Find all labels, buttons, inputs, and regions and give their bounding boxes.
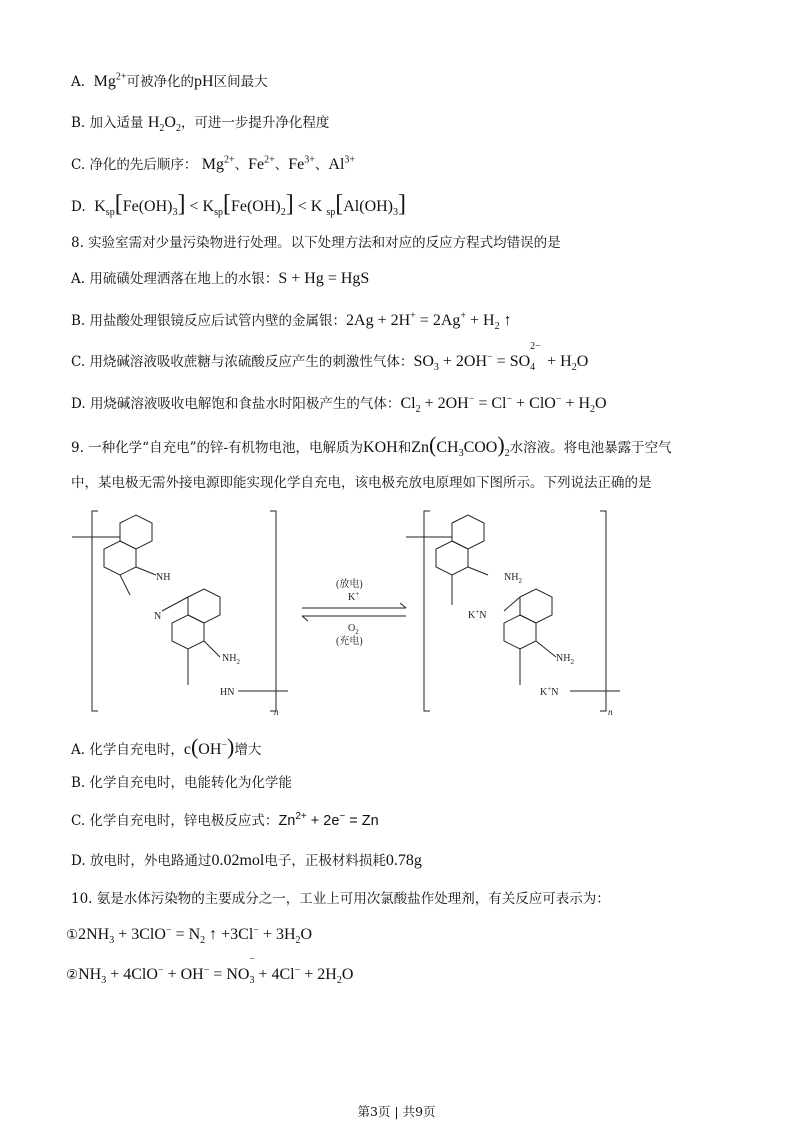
svg-text:(放电): (放电)	[336, 579, 363, 590]
q8-option-b: B. 用盐酸处理银镜反应后试管内壁的金属银：$2Ag + 2H^+ = 2Ag^+ + H_2$ ↑	[71, 310, 512, 333]
q7-option-c: C. 净化的先后顺序： $Mg^{2+}$、$Fe^{2+}$、$Fe^{3+}$、$Al^{3+}$	[71, 154, 356, 173]
svg-text:n: n	[608, 707, 613, 717]
svg-text:(充电): (充电)	[336, 636, 363, 647]
q9-option-a: A. 化学自充电时，c(OH−)增大	[71, 734, 262, 759]
q10-stem: 10. 氨是水体污染物的主要成分之一，工业上可用次氯酸盐作处理剂，有关反应可表示为：	[71, 891, 610, 907]
svg-text:n: n	[274, 707, 279, 717]
q9-option-b: B. 化学自充电时，电能转化为化学能	[71, 775, 293, 791]
q10-reaction-1: $①2NH_3 + 3ClO^- = N_2$ ↑ $+3Cl^- + 3H_2O$	[66, 924, 313, 947]
svg-text:K+N: K+N	[540, 685, 559, 698]
svg-text:K+: K+	[348, 590, 360, 603]
q8-stem: 8. 实验室需对少量污染物进行处理。以下处理方法和对应的反应方程式均错误的是	[71, 235, 561, 251]
q9-stem-line1: 9. 一种化学“自充电”的锌-有机物电池，电解质为KOH和$Zn(CH_3COO)_2$水溶液。将电池暴露于空气	[71, 432, 672, 460]
svg-text:O2: $O_2$	[348, 623, 359, 636]
page-footer: 第3页 | 共9页	[357, 1104, 436, 1119]
svg-text:K+N: K+N	[468, 608, 487, 621]
q9-reaction-diagram	[70, 505, 630, 717]
svg-text:HN: HN	[220, 687, 235, 698]
q9-option-d: D. 放电时，外电路通过0.02mol电子，正极材料损耗0.78g	[71, 852, 422, 869]
q8-option-c: C. 用烧碱溶液吸收蔗糖与浓硫酸反应产生的刺激性气体：$SO_3 + 2OH^-$ = SO $_{2- 4} + H_2O$	[71, 341, 589, 374]
left-bracket-open	[92, 511, 98, 711]
right-bracket-close	[600, 511, 606, 711]
right-bracket-open	[424, 511, 430, 711]
q10-reaction-2: $②NH_3 + 4ClO^- + OH^-$ = NO $_{- 3} + 4Cl^- + 2H_2O$	[66, 954, 354, 987]
q7-option-b: B. 加入适量 $H_2O_2$，可进一步提升净化程度	[71, 114, 330, 135]
svg-text:N: N	[154, 611, 162, 622]
left-bracket-close	[270, 511, 276, 711]
q7-option-a: A. $Mg^{2+}$可被净化的pH区间最大	[71, 71, 268, 90]
q9-stem-line2: 中，某电极无需外接电源即能实现化学自充电，该电极充放电原理如下图所示。下列说法正确的是	[71, 475, 652, 491]
q7-option-d: D. $K_{sp}[Fe(OH)_3] < K_{sp}[Fe(OH)_2] < K$ $_{sp}[Al(OH)_3]$	[71, 191, 406, 219]
q8-option-a: A. 用硫磺处理洒落在地上的水银：S + Hg = HgS	[71, 270, 370, 287]
q8-option-d: D. 用烧碱溶液吸收电解饱和食盐水时阳极产生的气体：$Cl_2 + 2OH^- = Cl^- + ClO^- + H_2O$	[71, 393, 607, 416]
svg-text:NH2: $NH_2$	[504, 572, 522, 585]
svg-text:NH2: $NH_2$	[556, 653, 574, 666]
svg-text:NH: NH	[156, 572, 171, 583]
svg-text:NH2: $NH_2$	[222, 653, 240, 666]
q9-option-c: C. 化学自充电时，锌电极反应式：$Zn^{2+} + 2e^- = Zn$	[71, 811, 379, 829]
